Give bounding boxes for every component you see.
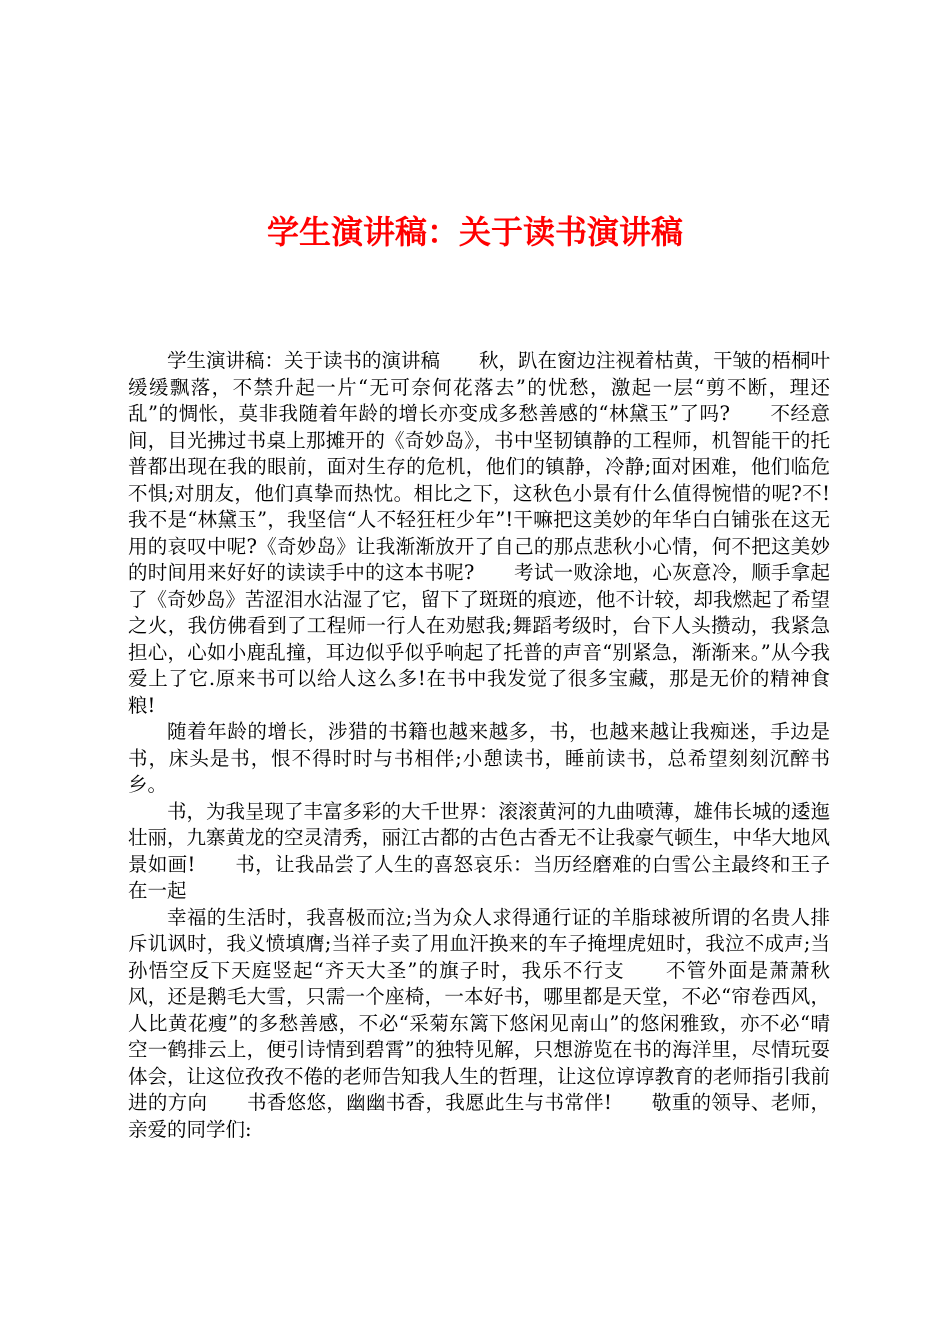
- body-paragraph-2: 随着年龄的增长，涉猎的书籍也越来越多，书，也越来越让我痴迷，手边是书，床头是书，恨不得时时与书相伴;小憩读书，睡前读书，总希望刻刻沉醉书乡。: [128, 720, 830, 796]
- body-paragraph-1: 学生演讲稿：关于读书的演讲稿 秋，趴在窗边注视着枯黄，干皱的梧桐叶缓缓飘落，不禁升起一片“无可奈何花落去”的忧愁，激起一层“剪不断，理还乱”的惆怅，莫非我随着年龄的增长亦变成多愁善感的“林黛玉”了吗? 不经意间，目光拂过书桌上那摊开的《奇妙岛》，书中坚韧镇静的工程师，机智能干的托普都出现在我的眼前，面对生存的危机，他们的镇静，冷静;面对困难，他们临危不惧;对朋友，他们真挚而热忱。相比之下，这秋色小景有什么值得惋惜的呢?不!我不是“林黛玉”，我坚信“人不轻狂枉少年”!干嘛把这美妙的年华白白铺张在这无用的哀叹中呢?《奇妙岛》让我渐渐放开了自己的那点悲秋小心情，何不把这美妙的时间用来好好的读读手中的这本书呢? 考试一败涂地，心灰意冷，顺手拿起了《奇妙岛》苦涩泪水沾湿了它，留下了斑斑的痕迹，他不计较，却我燃起了希望之火，我仿佛看到了工程师一行人在劝慰我;舞蹈考级时，台下人头攒动，我紧急担心，心如小鹿乱撞，耳边似乎似乎响起了托普的声音“别紧急，渐渐来。”从今我爱上了它.原来书可以给人这么多!在书中我发觉了很多宝藏，那是无价的精神食粮!: [128, 349, 831, 717]
- body-paragraph-3: 书，为我呈现了丰富多彩的大千世界：滚滚黄河的九曲喷薄，雄伟长城的逶迤壮丽，九寨黄龙的空灵清秀，丽江古都的古色古香无不让我豪气顿生，中华大地风景如画! 书，让我品尝了人生的喜怒哀乐：当历经磨难的白雪公主最终和王子在一起: [128, 799, 831, 902]
- document-body: [128, 348, 830, 1143]
- body-paragraph-4: 幸福的生活时，我喜极而泣;当为众人求得通行证的羊脂球被所谓的名贵人排斥讥讽时，我义愤填膺;当祥子卖了用血汗换来的车子掩埋虎妞时，我泣不成声;当孙悟空反下天庭竖起“齐天大圣”的旗子时，我乐不行支 不管外面是萧萧秋风，还是鹅毛大雪，只需一个座椅，一本好书，哪里都是天堂，不必“帘卷西风，人比黄花瘦”的多愁善感，不必“采菊东篱下悠闲见南山”的悠闲雅致，亦不必“晴空一鹤排云上，便引诗情到碧霄”的独特见解，只想游览在书的海洋里，尽情玩耍体会，让这位孜孜不倦的老师告知我人生的哲理，让这位谆谆教育的老师指引我前进的方向 书香悠悠，幽幽书香，我愿此生与书常伴! 敬重的领导、老师，亲爱的同学们:: [128, 905, 831, 1141]
- document-title: 学生演讲稿：关于读书演讲稿: [266, 213, 683, 251]
